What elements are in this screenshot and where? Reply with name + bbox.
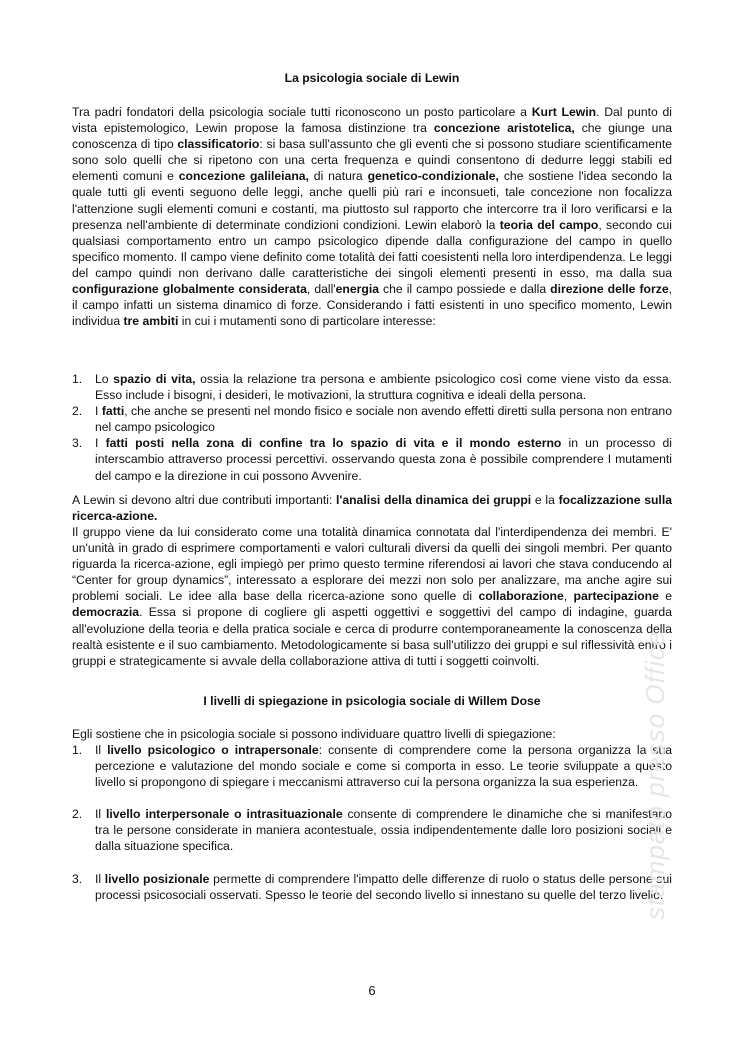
watermark: stampato presso Office [640, 630, 670, 920]
lewin-ambiti-list [72, 371, 672, 484]
list-item-number: 2. [72, 807, 83, 822]
list-item: 3. I fatti posti nella zona di confine tra lo spazio di vita e il mondo esterno in un processo di interscambio attraverso processi percettivi. osservando questa zona è possibile comprendere I mutamenti del campo e la direzione in cui possono Avvenire. [72, 436, 672, 483]
doise-intro-paragraph: Egli sostiene che in psicologia sociale si possono individuare quattro livelli di spiegazione: [72, 727, 556, 741]
list-item-number: 3. [72, 871, 83, 886]
list-item-number: 2. [72, 404, 83, 419]
list-item: 1. Il livello psicologico o intrapersonale: consente di comprendere come la persona organizza la sua percezione e valutazione del mondo sociale e come si comporta in esso. Le teorie sviluppate a questo livello si propongono di spiegare i meccanismi attraverso cui la persona organizza la sua esperienza. [72, 743, 672, 790]
lewin-gruppo-paragraph: Il gruppo viene da lui considerato come una totalità dinamica connotata dal l'interdipendenza dei membri. E' un'unità in grado di esprimere comportamenti e valori culturali diversi da quelli dei singoli membri. Per quanto riguarda la ricerca-azione, egli impiegò per primo questo termine riferendosi ai lavori che stava conducendo al “Center for group dynamics”, interessato a esplorare dei mezzi non solo per analizzare, ma anche agire sui problemi sociali. Le idee alla base della ricerca-azione sono quelle di collaborazione, partecipazione e democrazia. Essa si propone di cogliere gli aspetti oggettivi e soggettivi del campo di indagine, guarda all'evoluzione della teoria e della pratica sociale e cerca di produrre contemporaneamente la conoscenza della realtà esistente e il suo cambiamento. Metodologicamente si basa sull'utilizzo dei gruppi e sul riflessività entro i gruppi e strategicamente si avvale della collaborazione attiva di tutti i soggetti coinvolti. [72, 525, 672, 668]
list-item: 2. I fatti, che anche se presenti nel mondo fisico e sociale non avendo effetti diretti sulla persona non entrano nel campo psicologico [72, 404, 672, 435]
lewin-intro-paragraph: Tra padri fondatori della psicologia sociale tutti riconoscono un posto particolare a Kurt Lewin. Dal punto di vista epistemologico, Lewin propose la famosa distinzione tra concezione aristotelica, che giunge una conoscenza di tipo classificatorio: si basa sull'assunto che gli eventi che si possono studiare scientificamente sono solo quelli che si ripetono con una certa frequenza e quindi consentono di dedurre leggi stabili ed elementi comuni e concezione galileiana, di natura genetico-condizionale, che sostiene l'idea secondo la quale tutti gli eventi seguono delle leggi, anche quelli più rari e inconsueti, tale concezione non focalizza l'attenzione sugli elementi comuni e costanti, ma piuttosto sul rapporto che intercorre tra il loro verificarsi e la presenza nell'ambiente di determinate condizioni condizioni. Lewin elaborò la teoria del campo, secondo cui qualsiasi comportamento entro un campo psicologico dipende dalla configurazione del campo in quello specifico momento. Il campo viene definito come totalità dei fatti coesistenti nella loro interdipendenza. Le leggi del campo quindi non derivano dalle caratteristiche dei singoli elementi presenti in esso, ma dalla sua configurazione globalmente considerata, dall'energia che il campo possiede e dalla direzione delle forze, il campo infatti un sistema dinamico di forze. Considerando i fatti esistenti in uno specifico momento, Lewin individua tre ambiti in cui i mutamenti sono di particolare interesse: [72, 105, 673, 329]
list-item: 3. Il livello posizionale permette di comprendere l'impatto delle differenze di ruolo o status delle persone sui processi psicosociali osservati. Spesso le teorie del secondo livello si innestano su quelle del terzo livello. [72, 871, 673, 902]
list-spacer [72, 790, 672, 806]
list-item: 2. Il livello interpersonale o intrasituazionale consente di comprendere le dinamiche che si manifestano tra le persone considerate in maniera acontestuale, ossia indipendentemente dalle loro posizioni sociali e dalla situazione specifica. [72, 807, 672, 854]
list-item-number: 1. [72, 372, 83, 386]
list-item-number: 3. [72, 436, 83, 451]
section-title-doise: I livelli di spiegazione in psicologia sociale di Willem Dose [203, 694, 541, 708]
section-title-lewin: La psicologia sociale di Lewin [284, 71, 460, 85]
lewin-contributi-paragraph: A Lewin si devono altri due contributi importanti: l'analisi della dinamica dei gruppi e la focalizzazione sulla ricerca-azione. [72, 493, 672, 524]
page-number: 6 [368, 983, 376, 998]
list-item: 1. Lo spazio di vita, ossia la relazione tra persona e ambiente psicologico così come viene visto da essa. Esso include i bisogni, i desideri, le motivazioni, la struttura cognitiva e ideali della persona. [72, 372, 672, 403]
list-spacer [72, 855, 672, 871]
list-item-number: 1. [72, 743, 83, 757]
doise-livelli-list [72, 742, 672, 903]
